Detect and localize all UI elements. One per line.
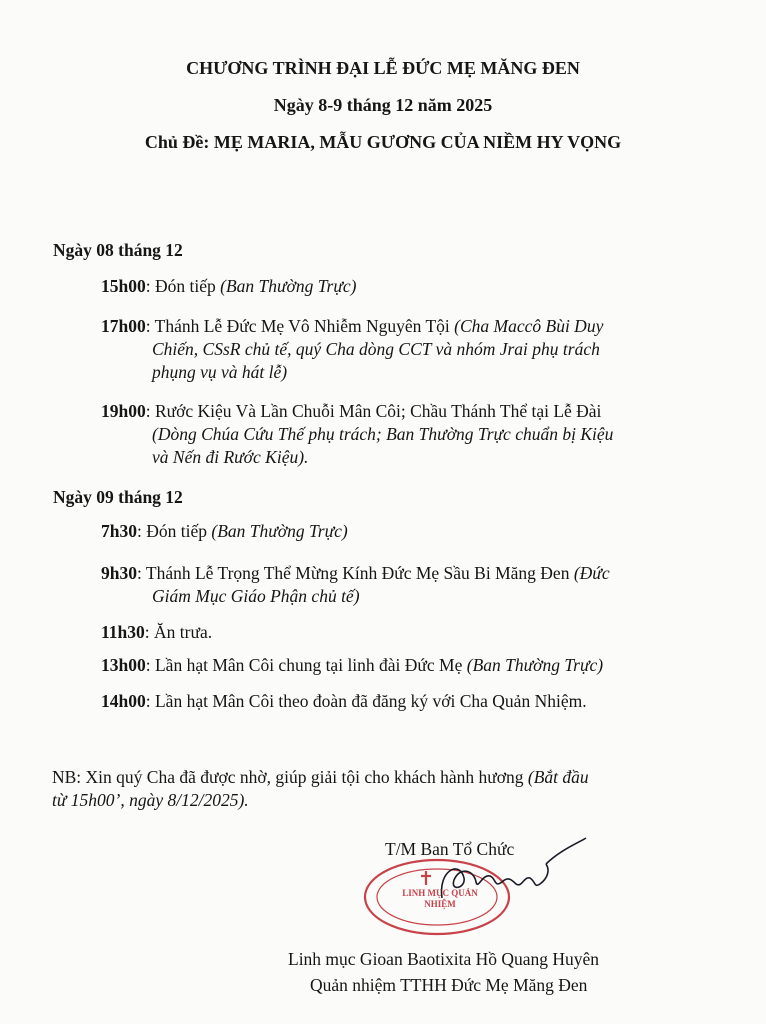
item-time: 17h00 <box>101 316 146 336</box>
handwritten-signature <box>420 830 590 910</box>
note-line <box>52 789 249 812</box>
signer-name: Linh mục Gioan Baotixita Hồ Quang Huyên <box>288 949 600 969</box>
day-heading-2: Ngày 09 tháng 12 <box>53 487 183 507</box>
item-note: (Ban Thường Trực) <box>211 521 348 541</box>
schedule-item: 19h00: Rước Kiệu Và Lần Chuỗi Mân Côi; Chầu Thánh Thể tại Lễ Đài <box>101 401 602 421</box>
document-date: Ngày 8-9 tháng 12 năm 2025 <box>273 95 493 115</box>
note-line <box>52 766 589 789</box>
item-time: 19h00 <box>101 401 146 421</box>
item-note-continued: Chiến, CSsR chủ tế, quý Cha dòng CCT và nhóm Jrai phụ trách <box>152 339 600 359</box>
item-time: 15h00 <box>101 276 146 296</box>
item-text: Lần hạt Mân Côi theo đoàn đã đăng ký với Cha Quản Nhiệm. <box>154 691 587 711</box>
item-note: (Ban Thường Trực) <box>466 655 604 675</box>
note-text: NB: Xin quý Cha đã được nhờ, giúp giải tội cho khách hành hương <box>52 767 528 787</box>
item-time: 13h00 <box>101 655 146 675</box>
item-note-continued: Giám Mục Giáo Phận chủ tế) <box>152 586 360 606</box>
item-text: Ăn trưa. <box>154 622 213 642</box>
schedule-item: 11h30: Ăn trưa. <box>101 622 213 642</box>
schedule-item: 9h30: Thánh Lễ Trọng Thể Mừng Kính Đức Mẹ Sầu Bi Măng Đen (Đức <box>101 563 610 583</box>
signature-organization: T/M Ban Tổ Chức <box>385 839 515 859</box>
note-italic: (Bắt đầu <box>527 767 589 787</box>
day-heading-1: Ngày 08 tháng 12 <box>53 240 183 260</box>
item-time: 14h00 <box>101 691 146 711</box>
item-note: (Đức <box>573 563 610 583</box>
item-text: Rước Kiệu Và Lần Chuỗi Mân Côi; Chầu Thánh Thể tại Lễ Đài <box>154 401 602 421</box>
schedule-item: 17h00: Thánh Lễ Đức Mẹ Vô Nhiễm Nguyên Tội (Cha Maccô Bùi Duy <box>101 316 604 336</box>
item-note-continued: phụng vụ và hát lễ) <box>152 362 288 382</box>
document-theme: Chủ Đề: MẸ MARIA, MẪU GƯƠNG CỦA NIỀM HY VỌNG <box>144 132 622 152</box>
schedule-item: 15h00: Đón tiếp (Ban Thường Trực) <box>101 276 357 296</box>
item-text: Đón tiếp <box>154 276 221 296</box>
item-note: (Cha Maccô Bùi Duy <box>454 316 604 336</box>
note-italic-continued: từ 15h00’, ngày 8/12/2025). <box>52 790 249 810</box>
item-time: 11h30 <box>101 622 145 642</box>
item-text: Lần hạt Mân Côi chung tại linh đài Đức Mẹ <box>154 655 467 675</box>
item-note: (Ban Thường Trực) <box>220 276 357 296</box>
signer-role: Quản nhiệm TTHH Đức Mẹ Măng Đen <box>310 975 588 995</box>
stamp-text: LINH MỤC QUẢN NHIỆM <box>402 888 478 909</box>
schedule-item: 14h00: Lần hạt Mân Côi theo đoàn đã đăng ký với Cha Quản Nhiệm. <box>101 691 587 711</box>
item-note-continued: (Dòng Chúa Cứu Thế phụ trách; Ban Thường Trực chuẩn bị Kiệu <box>152 424 614 444</box>
item-text: Đón tiếp <box>146 521 212 541</box>
item-note-continued: và Nến đi Rước Kiệu). <box>152 447 309 467</box>
schedule-item: 13h00: Lần hạt Mân Côi chung tại linh đài Đức Mẹ (Ban Thường Trực) <box>101 655 604 675</box>
document-title: CHƯƠNG TRÌNH ĐẠI LỄ ĐỨC MẸ MĂNG ĐEN <box>186 58 580 78</box>
item-time: 9h30 <box>101 563 137 583</box>
item-time: 7h30 <box>101 521 137 541</box>
item-text: Thánh Lễ Đức Mẹ Vô Nhiễm Nguyên Tội <box>154 316 455 336</box>
item-text: Thánh Lễ Trọng Thể Mừng Kính Đức Mẹ Sầu Bi Măng Đen <box>145 563 574 583</box>
schedule-item: 7h30: Đón tiếp (Ban Thường Trực) <box>101 521 348 541</box>
